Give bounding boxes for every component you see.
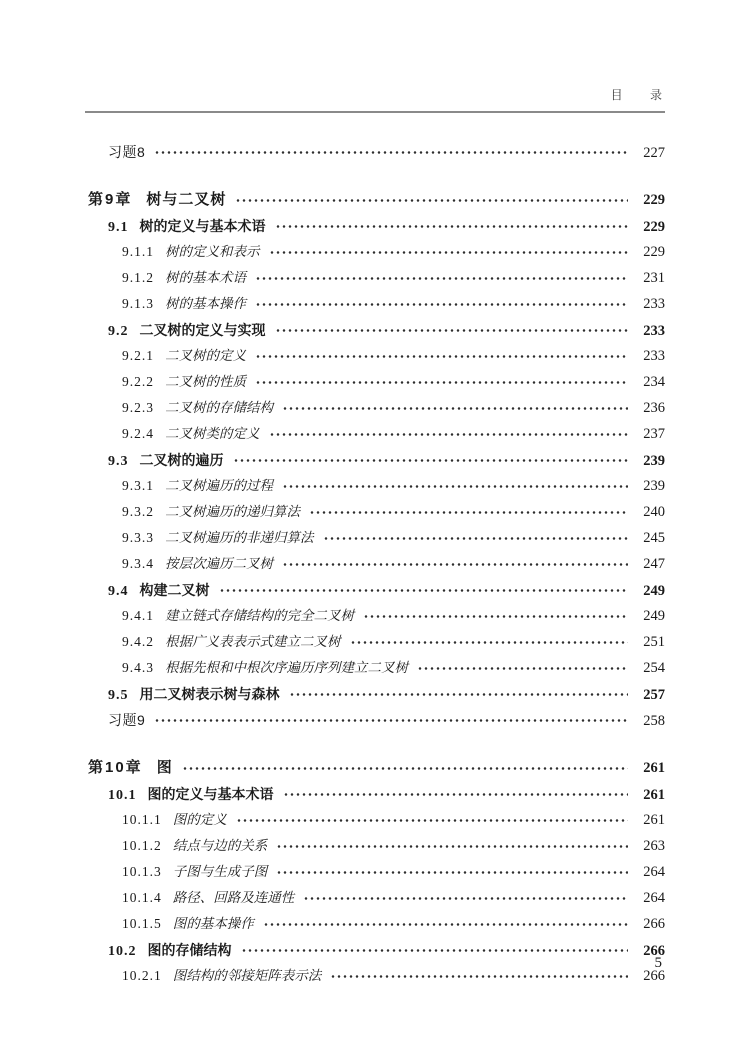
entry-number: 9.1 (108, 220, 129, 235)
entry-number: 9.4.1 (122, 608, 154, 623)
entry-number: 10.1.3 (122, 864, 162, 879)
toc-list (88, 139, 665, 989)
toc-entry (88, 473, 665, 499)
dot-leader (282, 404, 628, 413)
toc-entry (88, 551, 665, 577)
entry-title: 二叉树遍历的过程 (165, 478, 273, 493)
entry-number: 10.1.1 (122, 812, 162, 827)
toc-entry (88, 655, 665, 681)
entry-page: 236 (643, 400, 665, 416)
entry-number: 9.3.3 (122, 530, 154, 545)
entry-title: 子图与生成子图 (172, 864, 268, 879)
dot-leader (282, 482, 628, 491)
entry-page: 240 (643, 504, 665, 520)
entry-number: 9.3.2 (122, 504, 154, 519)
entry-page: 266 (643, 943, 665, 959)
entry-page: 261 (643, 760, 665, 776)
toc-entry (88, 525, 665, 551)
entry-page: 266 (643, 916, 665, 932)
toc-entry (88, 421, 665, 447)
dot-leader (350, 638, 629, 647)
dot-leader (363, 612, 628, 621)
toc-entry (88, 911, 665, 937)
toc-entry (88, 577, 665, 603)
entry-title: 根据广义表表示式建立二叉树 (165, 634, 341, 649)
entry-title: 路径、回路及连通性 (172, 890, 295, 905)
entry-title: 图的定义 (172, 812, 227, 827)
entry-page: 227 (643, 145, 665, 161)
entry-number: 10.1.5 (122, 916, 162, 931)
toc-entry (88, 755, 665, 781)
dot-leader (255, 300, 628, 309)
entry-number: 9.3.4 (122, 556, 154, 571)
entry-title: 图的定义与基本术语 (147, 786, 274, 802)
toc-entry (88, 395, 665, 421)
toc-entry (88, 807, 665, 833)
dot-leader (323, 534, 629, 543)
toc-entry (88, 499, 665, 525)
dot-leader (233, 456, 629, 465)
entry-page: 245 (643, 530, 665, 546)
toc-entry (88, 187, 665, 213)
entry-title: 二叉树类的定义 (165, 426, 260, 441)
entry-number: 9.4 (108, 584, 129, 599)
entry-title: 二叉树遍历的非递归算法 (165, 530, 314, 545)
entry-page: 249 (643, 608, 665, 624)
dot-leader (241, 946, 629, 955)
page-number: 5 (654, 955, 662, 971)
toc-block (88, 755, 665, 989)
dot-leader (276, 868, 628, 877)
entry-number: 10.2.1 (122, 968, 162, 983)
entry-page: 258 (643, 713, 665, 729)
entry-number: 9.3 (108, 454, 129, 469)
entry-title: 树的定义和表示 (165, 244, 260, 259)
dot-leader (154, 148, 628, 157)
entry-page: 229 (643, 192, 665, 208)
entry-title: 二叉树的定义 (165, 348, 246, 363)
entry-title: 树的基本操作 (165, 296, 246, 311)
toc-entry (88, 213, 665, 239)
entry-title: 建立链式存储结构的完全二叉树 (165, 608, 354, 623)
entry-page: 261 (643, 812, 665, 828)
toc-entry (88, 343, 665, 369)
toc-entry (88, 369, 665, 395)
toc-entry (88, 447, 665, 473)
entry-title: 结点与边的关系 (172, 838, 268, 853)
entry-page: 264 (643, 890, 665, 906)
toc-entry (88, 629, 665, 655)
dot-leader (255, 274, 628, 283)
dot-leader (182, 764, 628, 773)
entry-page: 264 (643, 864, 665, 880)
entry-number: 习题9 (108, 712, 146, 728)
entry-number: 9.1.2 (122, 270, 154, 285)
entry-number: 10.1.4 (122, 890, 162, 905)
entry-page: 247 (643, 556, 665, 572)
entry-number: 10.1.2 (122, 838, 162, 853)
entry-title: 构建二叉树 (139, 582, 210, 598)
dot-leader (236, 816, 628, 825)
entry-number: 10.2 (108, 944, 137, 959)
entry-number: 9.2 (108, 324, 129, 339)
dot-leader (235, 196, 628, 205)
entry-title: 二叉树的存储结构 (165, 400, 273, 415)
header-rule (85, 111, 665, 113)
dot-leader (154, 716, 628, 725)
dot-leader (255, 352, 628, 361)
entry-number: 习题8 (108, 144, 146, 160)
entry-title: 二叉树遍历的递归算法 (165, 504, 300, 519)
dot-leader (269, 248, 629, 257)
entry-page: 231 (643, 270, 665, 286)
entry-title: 图 (156, 759, 173, 776)
toc-block (88, 139, 665, 165)
entry-page: 229 (643, 244, 665, 260)
dot-leader (303, 894, 628, 903)
entry-page: 233 (643, 348, 665, 364)
entry-title: 二叉树的性质 (165, 374, 246, 389)
entry-page: 266 (643, 968, 665, 984)
toc-entry (88, 317, 665, 343)
dot-leader (255, 378, 628, 387)
entry-page: 233 (643, 323, 665, 339)
entry-title: 根据先根和中根次序遍历序列建立二叉树 (165, 660, 408, 675)
entry-title: 图的存储结构 (147, 942, 232, 958)
toc-entry (88, 859, 665, 885)
entry-title: 树与二叉树 (146, 191, 227, 208)
entry-page: 257 (643, 687, 665, 703)
dot-leader (275, 222, 629, 231)
entry-page: 263 (643, 838, 665, 854)
entry-title: 用二叉树表示树与森林 (139, 686, 280, 702)
toc-entry (88, 291, 665, 317)
entry-title: 按层次遍历二叉树 (165, 556, 273, 571)
dot-leader (219, 586, 629, 595)
dot-leader (275, 326, 629, 335)
entry-title: 树的基本术语 (165, 270, 246, 285)
entry-number: 9.4.2 (122, 634, 154, 649)
entry-page: 239 (643, 478, 665, 494)
entry-title: 二叉树的定义与实现 (139, 322, 266, 338)
toc-entry (88, 963, 665, 989)
entry-number: 10.1 (108, 788, 137, 803)
toc-entry (88, 781, 665, 807)
entry-page: 254 (643, 660, 665, 676)
entry-number: 9.3.1 (122, 478, 154, 493)
dot-leader (269, 430, 629, 439)
toc-entry (88, 833, 665, 859)
entry-number: 9.4.3 (122, 660, 154, 675)
entry-title: 树的定义与基本术语 (139, 218, 266, 234)
entry-number: 9.2.4 (122, 426, 154, 441)
toc-entry (88, 239, 665, 265)
dot-leader (276, 842, 628, 851)
entry-page: 239 (643, 453, 665, 469)
toc-entry (88, 885, 665, 911)
entry-number: 9.2.1 (122, 348, 154, 363)
running-head-title: 目 录 (610, 88, 664, 102)
toc-entry (88, 937, 665, 963)
entry-page: 261 (643, 787, 665, 803)
entry-page: 233 (643, 296, 665, 312)
dot-leader (309, 508, 628, 517)
entry-page: 234 (643, 374, 665, 390)
entry-number: 9.2.2 (122, 374, 154, 389)
entry-number: 第9章 (88, 191, 133, 208)
entry-number: 9.2.3 (122, 400, 154, 415)
entry-number: 9.1.1 (122, 244, 154, 259)
toc-entry (88, 707, 665, 733)
entry-title: 二叉树的遍历 (139, 452, 224, 468)
dot-leader (263, 920, 628, 929)
dot-leader (283, 790, 629, 799)
toc-block (88, 187, 665, 733)
entry-page: 237 (643, 426, 665, 442)
entry-page: 249 (643, 583, 665, 599)
toc-entry (88, 265, 665, 291)
toc-entry (88, 603, 665, 629)
entry-page: 251 (643, 634, 665, 650)
toc-entry (88, 139, 665, 165)
dot-leader (282, 560, 628, 569)
entry-title: 图的基本操作 (172, 916, 254, 931)
entry-number: 第10章 (88, 759, 143, 776)
dot-leader (417, 664, 628, 673)
dot-leader (289, 690, 629, 699)
toc-entry (88, 681, 665, 707)
dot-leader (330, 972, 628, 981)
entry-page: 229 (643, 219, 665, 235)
entry-title: 图结构的邻接矩阵表示法 (172, 968, 322, 983)
entry-number: 9.1.3 (122, 296, 154, 311)
entry-number: 9.5 (108, 688, 129, 703)
